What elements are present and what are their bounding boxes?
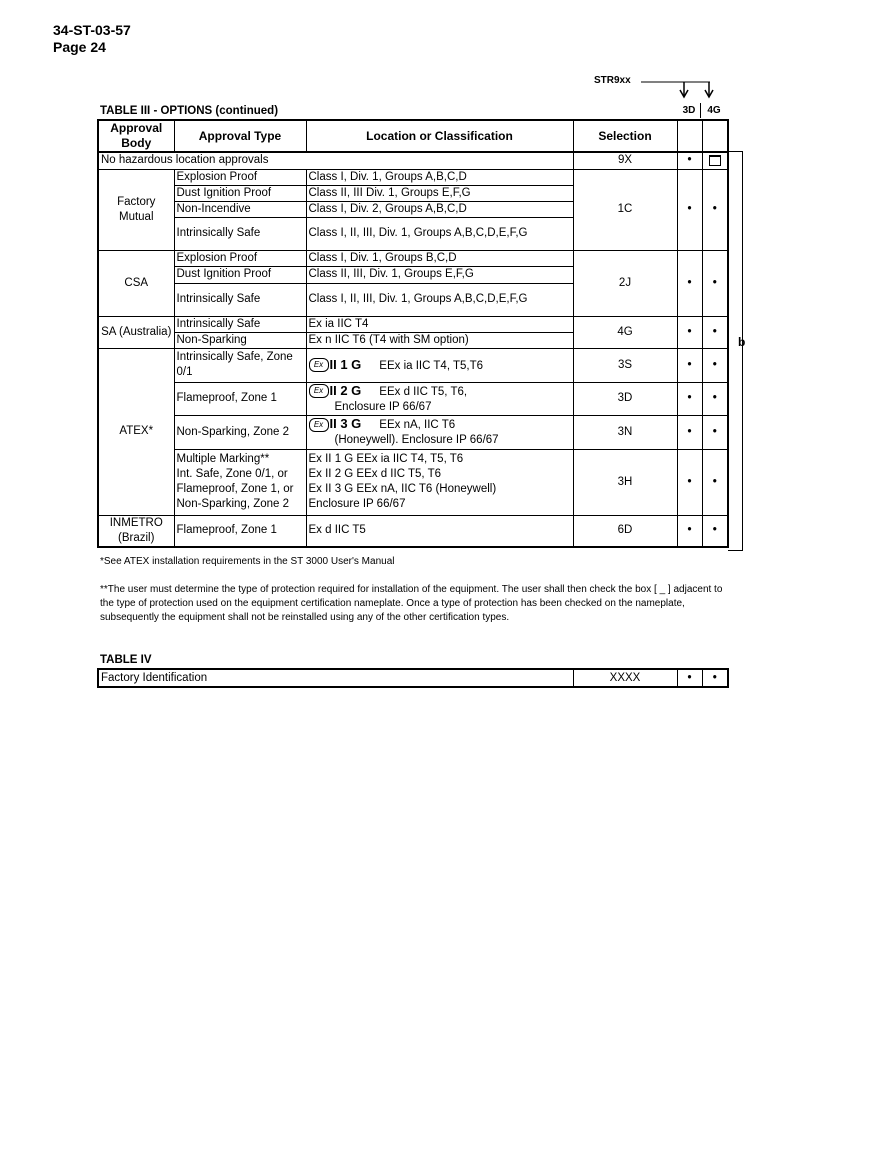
selection-code: 6D [573, 515, 677, 547]
atex-classification: EEx nA, IIC T6 [379, 419, 456, 431]
availability-dot: • [677, 348, 702, 382]
checkbox-cell [702, 152, 728, 169]
location-classification: Class II, III, Div. 1, Groups E,F,G [306, 266, 573, 283]
location-classification: Ex d IIC T5 [306, 515, 573, 547]
page-number: Page 24 [53, 39, 106, 55]
table-row [98, 449, 728, 515]
approval-type: Flameproof, Zone 1 [174, 515, 306, 547]
approval-body-csa: CSA [98, 250, 174, 316]
approval-body-fm: Factory Mutual [98, 169, 174, 250]
availability-dot: • [702, 348, 728, 382]
location-classification: Ex ia IIC T4 [306, 316, 573, 332]
table-row [98, 415, 728, 449]
header-3d [677, 120, 702, 152]
table-row [98, 316, 728, 332]
selection-code: 3S [573, 348, 677, 382]
table-row [98, 382, 728, 415]
table-row [98, 348, 728, 382]
selection-code: XXXX [573, 669, 677, 687]
location-classification [306, 415, 573, 449]
selection-code: 4G [573, 316, 677, 348]
location-classification: Class I, II, III, Div. 1, Groups A,B,C,D,E,F,G [306, 217, 573, 250]
approval-type: Explosion Proof [174, 169, 306, 185]
location-classification: Class I, Div. 1, Groups B,C,D [306, 250, 573, 266]
type-line: Non-Sparking, Zone 2 [176, 498, 290, 510]
availability-dot: • [702, 515, 728, 547]
table-row [98, 515, 728, 547]
type-line: Multiple Marking** [176, 453, 270, 465]
atex-marking: II 1 G [329, 356, 362, 372]
location-classification [306, 382, 573, 415]
availability-dot: • [702, 169, 728, 250]
location-classification: Class I, Div. 2, Groups A,B,C,D [306, 201, 573, 217]
approval-type: Non-Sparking, Zone 2 [174, 415, 306, 449]
approval-type: Non-Sparking [174, 332, 306, 348]
table-row [98, 169, 728, 185]
atex-classification-line2: Enclosure IP 66/67 [334, 400, 432, 413]
availability-dot: • [677, 169, 702, 250]
footnote-multiple-marking: **The user must determine the type of protection required for installation of the equipment. The user shall then check the box [ _ ] adjacent to the type of protection used on the equipment certification nameplate. Once a type of protection has been checked on the nameplate, subsequently the equipment shall not be reinstalled using any of the other certification types. [100, 584, 723, 623]
no-hazard-label: No hazardous location approvals [98, 152, 573, 169]
approval-type: Intrinsically Safe [174, 217, 306, 250]
header-location: Location or Classification [306, 120, 573, 152]
availability-dot: • [677, 152, 702, 169]
ex-mark-icon: Ex [309, 358, 329, 372]
location-line: Enclosure IP 66/67 [308, 498, 406, 510]
header-approval-type: Approval Type [174, 120, 306, 152]
atex-marking: II 2 G [329, 382, 362, 398]
approval-body-atex: ATEX* [98, 348, 174, 515]
location-classification: Class I, Div. 1, Groups A,B,C,D [306, 169, 573, 185]
availability-dot: • [677, 415, 702, 449]
column-header-3d: 3D [682, 105, 696, 116]
table-header-row [98, 120, 728, 152]
bracket-label: b [738, 335, 746, 349]
availability-dot: • [702, 669, 728, 687]
availability-dot: • [677, 250, 702, 316]
table4-title: TABLE IV [100, 654, 152, 666]
group-bracket [728, 151, 746, 551]
factory-id-label: Factory Identification [98, 669, 573, 687]
column-header-4g: 4G [707, 105, 721, 116]
checkbox-icon [709, 155, 721, 166]
table-row [98, 669, 728, 687]
availability-dot: • [677, 515, 702, 547]
location-line: Ex II 2 G EEx d IIC T5, T6 [308, 468, 442, 480]
table-row [98, 250, 728, 266]
approval-body-sa: SA (Australia) [98, 316, 174, 348]
selection-code: 2J [573, 250, 677, 316]
atex-classification-line2: (Honeywell). Enclosure IP 66/67 [334, 434, 499, 446]
approval-type: Dust Ignition Proof [174, 266, 306, 283]
availability-dot: • [702, 449, 728, 515]
availability-dot: • [677, 449, 702, 515]
approval-type: Intrinsically Safe, Zone 0/1 [174, 348, 306, 382]
selection-code: 3N [573, 415, 677, 449]
footnote-atex: *See ATEX installation requirements in the ST 3000 User's Manual [100, 556, 395, 567]
selection-code: 1C [573, 169, 677, 250]
location-classification: Ex n IIC T6 (T4 with SM option) [306, 332, 573, 348]
ex-mark-icon: Ex [309, 418, 329, 432]
availability-dot: • [677, 669, 702, 687]
selection-code: 9X [573, 152, 677, 169]
availability-dot: • [702, 250, 728, 316]
availability-dot: • [677, 316, 702, 348]
atex-classification: EEx d IIC T5, T6, [379, 385, 468, 398]
approval-type: Explosion Proof [174, 250, 306, 266]
type-line: Int. Safe, Zone 0/1, or [176, 468, 288, 480]
approval-type: Intrinsically Safe [174, 283, 306, 316]
approval-body-inmetro: INMETRO (Brazil) [98, 515, 174, 547]
availability-dot: • [677, 382, 702, 415]
availability-dot: • [702, 316, 728, 348]
location-classification-multiple [306, 449, 573, 515]
atex-marking: II 3 G [329, 416, 362, 431]
location-line: Ex II 3 G EEx nA, IIC T6 (Honeywell) [308, 483, 497, 495]
approval-type: Intrinsically Safe [174, 316, 306, 332]
availability-dot: • [702, 415, 728, 449]
document-id: 34-ST-03-57 [53, 22, 131, 38]
header-4g [702, 120, 728, 152]
approval-type: Non-Incendive [174, 201, 306, 217]
atex-classification: EEx ia IIC T4, T5,T6 [379, 359, 484, 372]
approval-type-multiple [174, 449, 306, 515]
table-row [98, 152, 728, 169]
selection-code: 3D [573, 382, 677, 415]
approval-type: Flameproof, Zone 1 [174, 382, 306, 415]
selection-code: 3H [573, 449, 677, 515]
options-table [97, 119, 729, 548]
factory-id-table [97, 668, 729, 688]
ex-mark-icon: Ex [309, 384, 329, 398]
table3-title: TABLE III - OPTIONS (continued) [100, 105, 279, 117]
availability-dot: • [702, 382, 728, 415]
column-header-divider [700, 103, 701, 118]
location-classification [306, 348, 573, 382]
type-line: Flameproof, Zone 1, or [176, 483, 294, 495]
header-approval-body: Approval Body [98, 120, 174, 152]
location-line: Ex II 1 G EEx ia IIC T4, T5, T6 [308, 453, 464, 465]
model-label: STR9xx [594, 75, 631, 86]
location-classification: Class II, III Div. 1, Groups E,F,G [306, 185, 573, 201]
header-selection: Selection [573, 120, 677, 152]
location-classification: Class I, II, III, Div. 1, Groups A,B,C,D,E,F,G [306, 283, 573, 316]
approval-type: Dust Ignition Proof [174, 185, 306, 201]
